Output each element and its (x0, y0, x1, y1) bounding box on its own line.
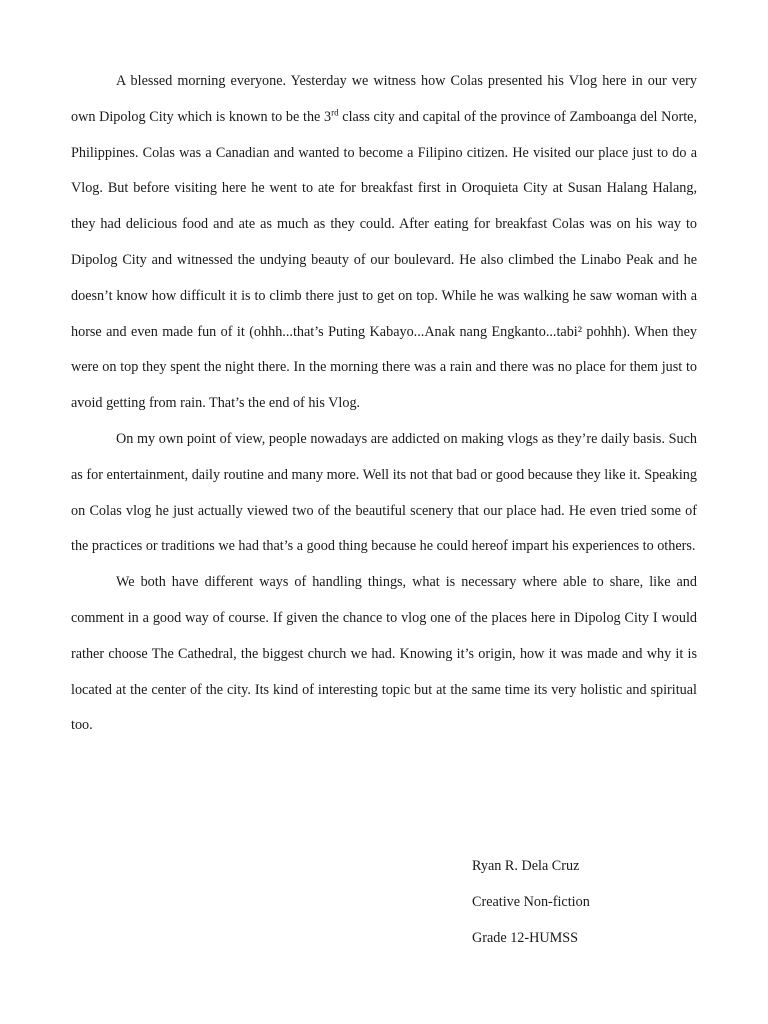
paragraph-1-text-start: A blessed morning everyone. Yesterday we witness how Colas presented his Vlog here in our very own Dipolog City which is known to be the 3 (71, 73, 697, 125)
paragraph-3: We both have different ways of handling things, what is necessary where able to share, like and comment in a good way of course. If given the chance to vlog one of the places here in Dipolog City I would rather choose The Cathedral, the biggest church we had. Knowing it’s origin, how it was made and why it is located at the center of the city. Its kind of interesting topic but at the same time its very holistic and spiritual too. (71, 574, 697, 734)
paragraph-2: On my own point of view, people nowadays are addicted on making vlogs as they’re daily basis. Such as for entertainment, daily routine and many more. Well its not that bad or good because they like it. Speaking on Colas vlog he just actually viewed two of the beautiful scenery that our place had. He even tried some of the practices or traditions we had that’s a good thing because he could hereof impart his experiences to others. (71, 430, 697, 555)
paragraph-1 (71, 64, 697, 422)
author-name: Ryan R. Dela Cruz (472, 858, 580, 874)
ordinal-superscript: rd (331, 107, 339, 118)
subject-name: Creative Non-fiction (472, 893, 590, 910)
essay-body (71, 64, 697, 744)
signature-block (472, 849, 590, 956)
paragraph-1-text-end: class city and capital of the province of Zamboanga del Norte, Philippines. Colas was a Canadian and wanted to become a Filipino citizen. He visited our place just to do a Vlog. But before visiting here he went to ate for breakfast first in Oroquieta City at Susan Halang Halang, they had delicious food and ate as much as they could. After eating for breakfast Colas was on his way to Dipolog City and witnessed the undying beauty of our boulevard. He also climbed the Linabo Peak and he doesn’t know how difficult it is to climb there just to get on top. While he was walking he saw woman with a horse and even made fun of it (ohhh...that’s Puting Kabayo...Anak nang Engkanto...tabi² pohhh). When they were on top they spent the night there. In the morning there was a rain and there was no place for them just to avoid getting from rain. That’s the end of his Vlog. (71, 108, 697, 412)
grade-section: Grade 12-HUMSS (472, 929, 579, 946)
